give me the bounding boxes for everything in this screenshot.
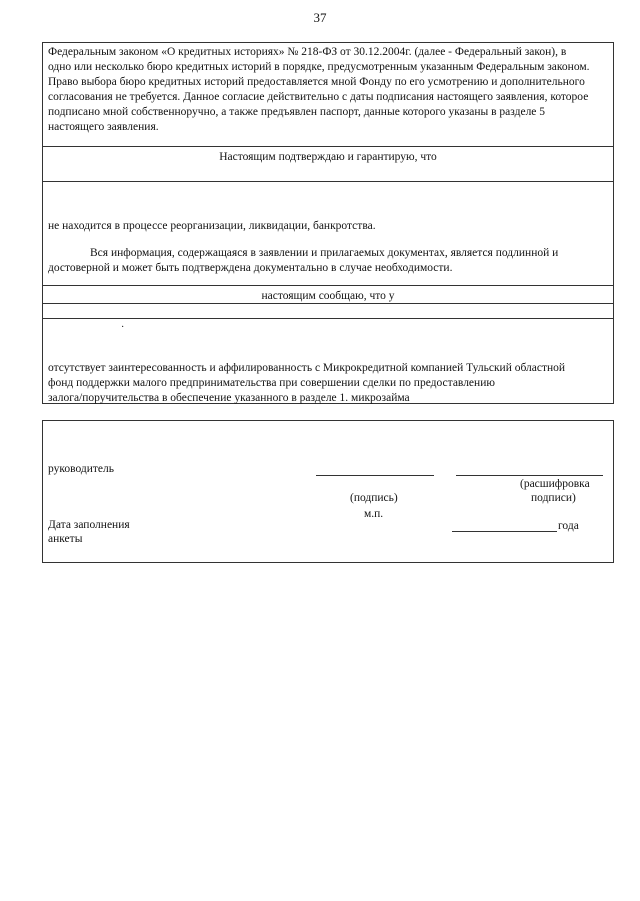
signature-line[interactable] <box>316 475 434 476</box>
decode-label: подписи) <box>531 492 576 504</box>
page-number: 37 <box>313 10 327 25</box>
notice-line: залога/поручительства в обеспечение указанного в разделе 1. микрозайма <box>48 392 410 404</box>
guarantee-line: Вся информация, содержащаяся в заявлении и прилагаемых документах, является подлинной и <box>90 247 559 259</box>
notice-line: отсутствует заинтересованность и аффилированность с Микрокредитной компанией Тульский областной <box>48 362 566 374</box>
consent-line: подписано мной собственноручно, а также предъявлен паспорт, данные которого указаны в разделе 5 <box>48 106 546 118</box>
notice-paragraph <box>48 361 613 406</box>
divider <box>42 285 614 286</box>
stray-mark: · <box>121 322 125 333</box>
notice-heading: настоящим сообщаю, что у <box>261 290 395 302</box>
divider <box>42 318 614 319</box>
notice-line: фонд поддержки малого предпринимательства при совершении сделки по предоставлению <box>48 377 495 389</box>
divider <box>42 181 614 182</box>
guarantee-paragraph <box>48 246 613 276</box>
consent-line: одно или несколько бюро кредитных историй в порядке, предусмотренным указанным Федеральным законом. <box>48 61 590 73</box>
signature-frame <box>42 420 614 563</box>
name-decode-line[interactable] <box>456 475 603 476</box>
consent-text <box>48 45 613 135</box>
sign-label: (подпись) <box>350 492 398 504</box>
consent-line: настоящего заявления. <box>48 121 159 133</box>
guarantee-company-status: не находится в процессе реорганизации, ликвидации, банкротства. <box>48 220 376 232</box>
role-label: руководитель <box>48 463 114 475</box>
year-suffix: года <box>558 520 579 532</box>
date-label: анкеты <box>48 533 83 545</box>
date-input-line[interactable] <box>452 531 557 532</box>
consent-line: согласования не требуется. Данное согласие действительно с даты подписания настоящего заявления, которое <box>48 91 589 103</box>
date-label: Дата заполнения <box>48 519 130 531</box>
divider <box>42 303 614 304</box>
divider <box>42 146 614 147</box>
consent-line: Федеральным законом «О кредитных историях» № 218-ФЗ от 30.12.2004г. (далее - Федеральный закон), в <box>48 46 567 58</box>
consent-line: Право выбора бюро кредитных историй предоставляется мной Фонду по его усмотрению и дополнительного <box>48 76 585 88</box>
stamp-label: м.п. <box>364 508 384 520</box>
decode-label: (расшифровка <box>520 478 590 490</box>
guarantee-heading: Настоящим подтверждаю и гарантирую, что <box>219 151 437 163</box>
guarantee-line: достоверной и может быть подтверждена документально в случае необходимости. <box>48 262 453 274</box>
